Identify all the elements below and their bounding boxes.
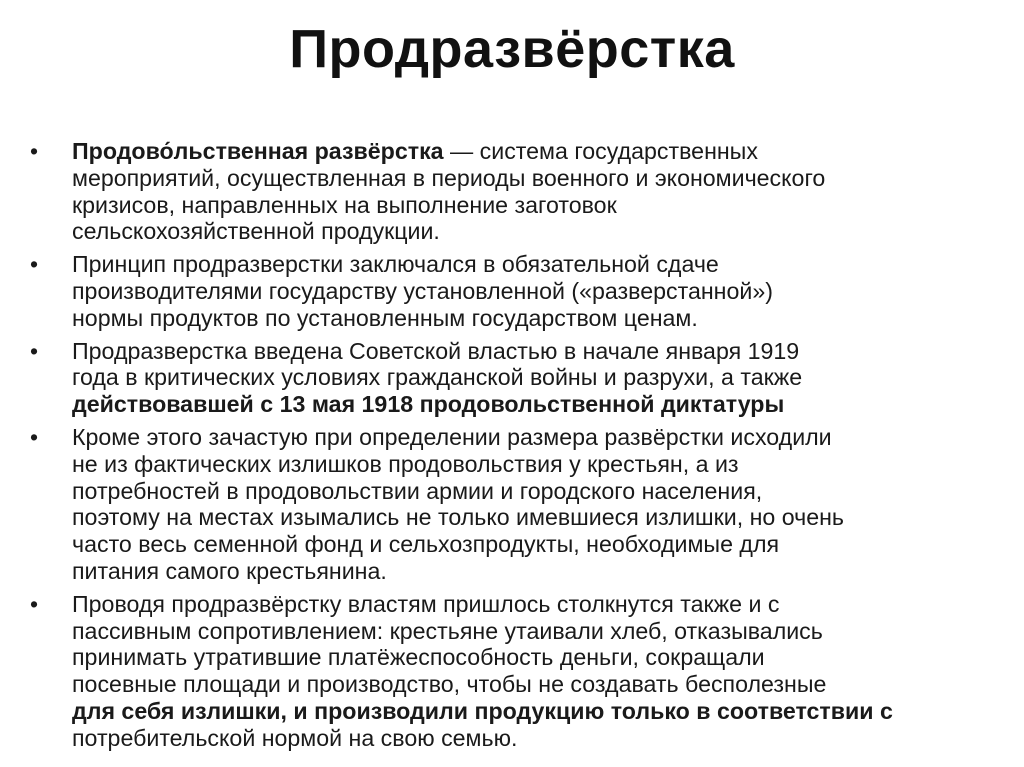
bullet-line-bold: для себя излишки, и производили продукцию только в соответствии с: [72, 697, 893, 724]
bullet-line: сельскохозяйственной продукции.: [72, 218, 440, 245]
bullet-line: Продразверстка введена Советской властью в начале января 1919: [72, 337, 800, 364]
bullet-line: мероприятий, осуществленная в периоды военного и экономического: [72, 164, 826, 191]
bullet-list: [30, 138, 990, 758]
bullet-line: часто весь семенной фонд и сельхозпродукты, необходимые для: [72, 531, 780, 558]
bullet-icon: •: [30, 138, 39, 164]
bullet-line: нормы продуктов по установленным государством ценам.: [72, 304, 698, 331]
slide-title: Продразвёрстка: [289, 19, 735, 79]
bullet-item: [30, 338, 990, 418]
bullet-line: пассивным сопротивлением: крестьяне утаивали хлеб, отказывались: [72, 617, 823, 644]
bullet-icon: •: [30, 251, 39, 278]
bullet-line: Проводя продразвёрстку властям пришлось столкнутся также и с: [72, 590, 780, 617]
bullet-line: потребностей в продовольствии армии и городского населения,: [72, 477, 763, 504]
term-bold: Продово́льственная развёрстка: [72, 138, 444, 164]
bullet-text: — система государственных: [443, 138, 758, 164]
bullet-icon: •: [30, 590, 39, 617]
bullet-item: [30, 138, 990, 245]
bullet-item: [30, 424, 990, 585]
bullet-line: производителями государству установленной («разверстанной»): [72, 277, 773, 304]
bullet-line: принимать утратившие платёжеспособность деньги, сокращали: [72, 644, 765, 671]
bullet-line: не из фактических излишков продовольствия у крестьян, а из: [72, 450, 739, 477]
bullet-item: [30, 251, 990, 331]
bullet-line: кризисов, направленных на выполнение заготовок: [72, 191, 617, 218]
bullet-icon: •: [30, 423, 39, 450]
bullet-line: года в критических условиях гражданской войны и разрухи, а также: [72, 364, 803, 391]
bullet-line: питания самого крестьянина.: [72, 557, 387, 584]
bullet-line: потребительской нормой на свою семью.: [72, 724, 518, 751]
bullet-line: [72, 138, 990, 165]
bullet-item: [30, 591, 990, 752]
bullet-line: поэтому на местах изымались не только имевшиеся излишки, но очень: [72, 504, 844, 531]
bullet-line-bold: действовавшей с 13 мая 1918 продовольственной диктатуры: [72, 391, 785, 418]
bullet-icon: •: [30, 337, 39, 364]
bullet-line: посевные площади и производство, чтобы не создавать бесполезные: [72, 671, 827, 698]
bullet-line: Принцип продразверстки заключался в обязательной сдаче: [72, 251, 719, 278]
bullet-line: Кроме этого зачастую при определении размера развёрстки исходили: [72, 423, 832, 450]
